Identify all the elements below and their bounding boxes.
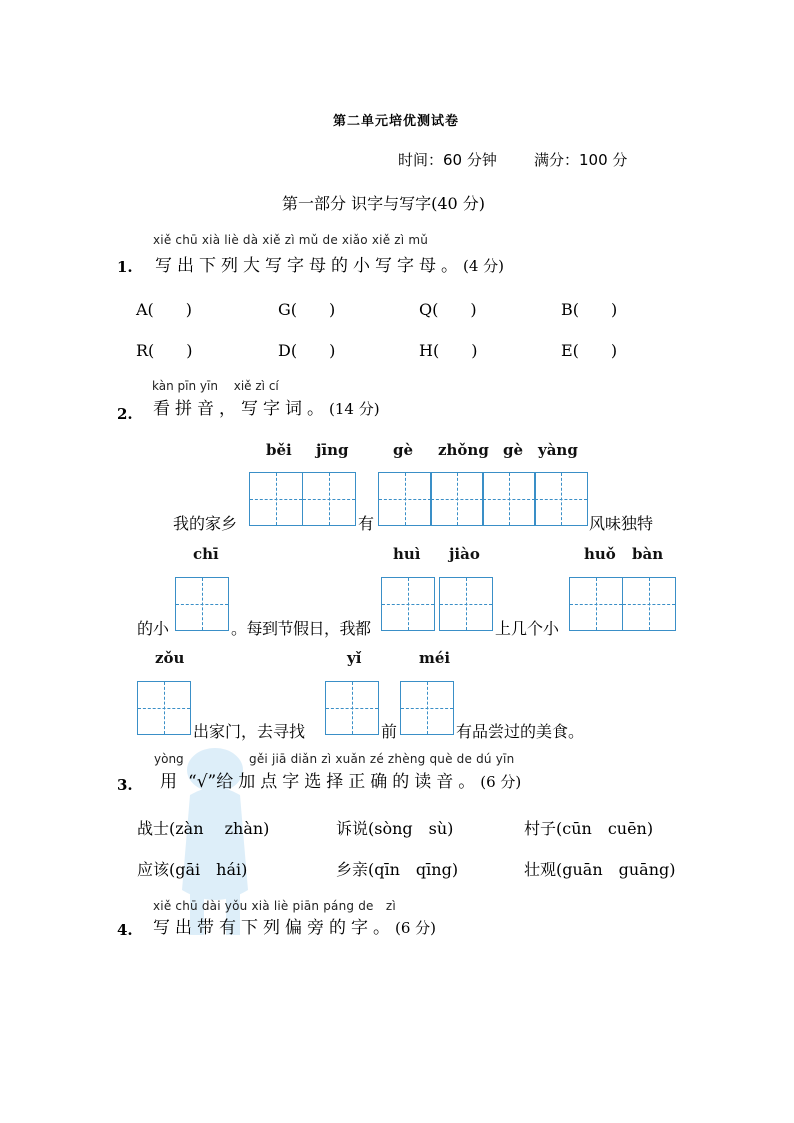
q1-text: 写出下列大写字母的小写字母。 xyxy=(155,256,463,276)
q2-text-i: 有品尝过的美食。 xyxy=(456,722,585,741)
q1-number: 1. xyxy=(117,258,133,276)
full-score: 满分：100 分 xyxy=(534,151,628,169)
box-ge2[interactable] xyxy=(482,472,536,526)
q3-pinyin-b: gěi jiā diǎn zì xuǎn zé zhèng què de dú yīn xyxy=(249,752,515,766)
box-jing[interactable] xyxy=(302,472,356,526)
q4-points: (6 分) xyxy=(395,919,437,937)
exam-time: 时间：60 分钟 xyxy=(398,151,497,169)
q3-item-1[interactable]: 战士(zàn zhàn) xyxy=(137,819,270,838)
box-jiao[interactable] xyxy=(439,577,493,631)
checkmark-symbol: “√” xyxy=(188,772,217,792)
q2-question xyxy=(153,394,380,419)
q3-pinyin-a: yòng xyxy=(154,752,184,766)
q1-item-r[interactable]: R( ) xyxy=(136,341,193,360)
py-yang: yàng xyxy=(538,441,578,459)
py-chi: chī xyxy=(193,545,219,563)
box-hui[interactable] xyxy=(381,577,435,631)
q1-item-h[interactable]: H( ) xyxy=(419,341,478,360)
q2-number: 2. xyxy=(117,405,133,423)
box-mei[interactable] xyxy=(400,681,454,735)
q2-text: 看拼音，写字词。 xyxy=(153,399,329,419)
q1-item-a[interactable]: A( ) xyxy=(136,300,193,319)
q2-text-f: 上几个小 xyxy=(495,619,560,638)
q1-pinyin: xiě chū xià liè dà xiě zì mǔ de xiǎo xiě zì mǔ xyxy=(153,233,429,247)
q3-item-4[interactable]: 应该(gāi hái) xyxy=(137,860,248,879)
q3-question xyxy=(160,767,521,792)
q2-text-a: 我的家乡 xyxy=(173,514,238,533)
q3-item-3[interactable]: 村子(cūn cuēn) xyxy=(524,819,654,838)
q1-item-g[interactable]: G( ) xyxy=(278,300,336,319)
box-zhong[interactable] xyxy=(430,472,484,526)
q4-number: 4. xyxy=(117,921,133,939)
py-bei: běi xyxy=(266,441,292,459)
box-huo[interactable] xyxy=(569,577,623,631)
q1-question xyxy=(155,251,504,276)
q3-number: 3. xyxy=(117,776,133,794)
q3-text-a: 用 xyxy=(160,772,182,792)
q3-text-b: 给加点字选择正确的读音。 xyxy=(216,772,481,792)
box-ban[interactable] xyxy=(622,577,676,631)
py-jing: jīng xyxy=(316,441,349,459)
q1-item-q[interactable]: Q( ) xyxy=(419,300,477,319)
box-yi[interactable] xyxy=(325,681,379,735)
q3-points: (6 分) xyxy=(480,773,522,791)
py-ge1: gè xyxy=(393,441,414,459)
py-ge2: gè xyxy=(503,441,524,459)
q1-points: (4 分) xyxy=(463,257,505,275)
q2-pinyin: kàn pīn yīn xiě zì cí xyxy=(152,379,279,393)
py-ban: bàn xyxy=(632,545,664,563)
q4-question xyxy=(153,913,436,938)
q1-item-d[interactable]: D( ) xyxy=(278,341,336,360)
py-jiao: jiào xyxy=(449,545,480,563)
box-bei[interactable] xyxy=(249,472,303,526)
py-zou: zǒu xyxy=(155,649,185,667)
box-chi[interactable] xyxy=(175,577,229,631)
q3-item-6[interactable]: 壮观(guān guāng) xyxy=(524,860,676,879)
q3-item-2[interactable]: 诉说(sòng sù) xyxy=(336,819,454,838)
q4-text: 写出带有下列偏旁的字。 xyxy=(153,918,395,938)
page-title: 第二单元培优测试卷 xyxy=(333,114,460,129)
box-zou[interactable] xyxy=(137,681,191,735)
q2-text-b: 有 xyxy=(358,514,375,533)
q2-text-d: 的小 xyxy=(137,619,170,638)
section-heading: 第一部分 识字与写字(40 分) xyxy=(282,194,486,213)
py-hui: huì xyxy=(393,545,421,563)
q3-item-5[interactable]: 乡亲(qīn qīng) xyxy=(336,860,459,879)
py-yi: yǐ xyxy=(347,649,362,667)
py-huo: huǒ xyxy=(584,545,616,563)
q2-points: (14 分) xyxy=(329,400,380,418)
q2-text-h: 前 xyxy=(381,722,398,741)
py-zhong: zhǒng xyxy=(438,441,489,459)
q1-item-b[interactable]: B( ) xyxy=(561,300,618,319)
q2-text-g: 出家门，去寻找 xyxy=(193,722,306,741)
q4-pinyin: xiě chū dài yǒu xià liè piān páng de zì xyxy=(153,899,396,913)
box-ge1[interactable] xyxy=(378,472,432,526)
q2-text-c: 风味独特 xyxy=(589,514,654,533)
q2-text-e: 。每到节假日，我都 xyxy=(231,619,371,638)
box-yang[interactable] xyxy=(534,472,588,526)
py-mei: méi xyxy=(419,649,451,667)
q1-item-e[interactable]: E( ) xyxy=(561,341,618,360)
